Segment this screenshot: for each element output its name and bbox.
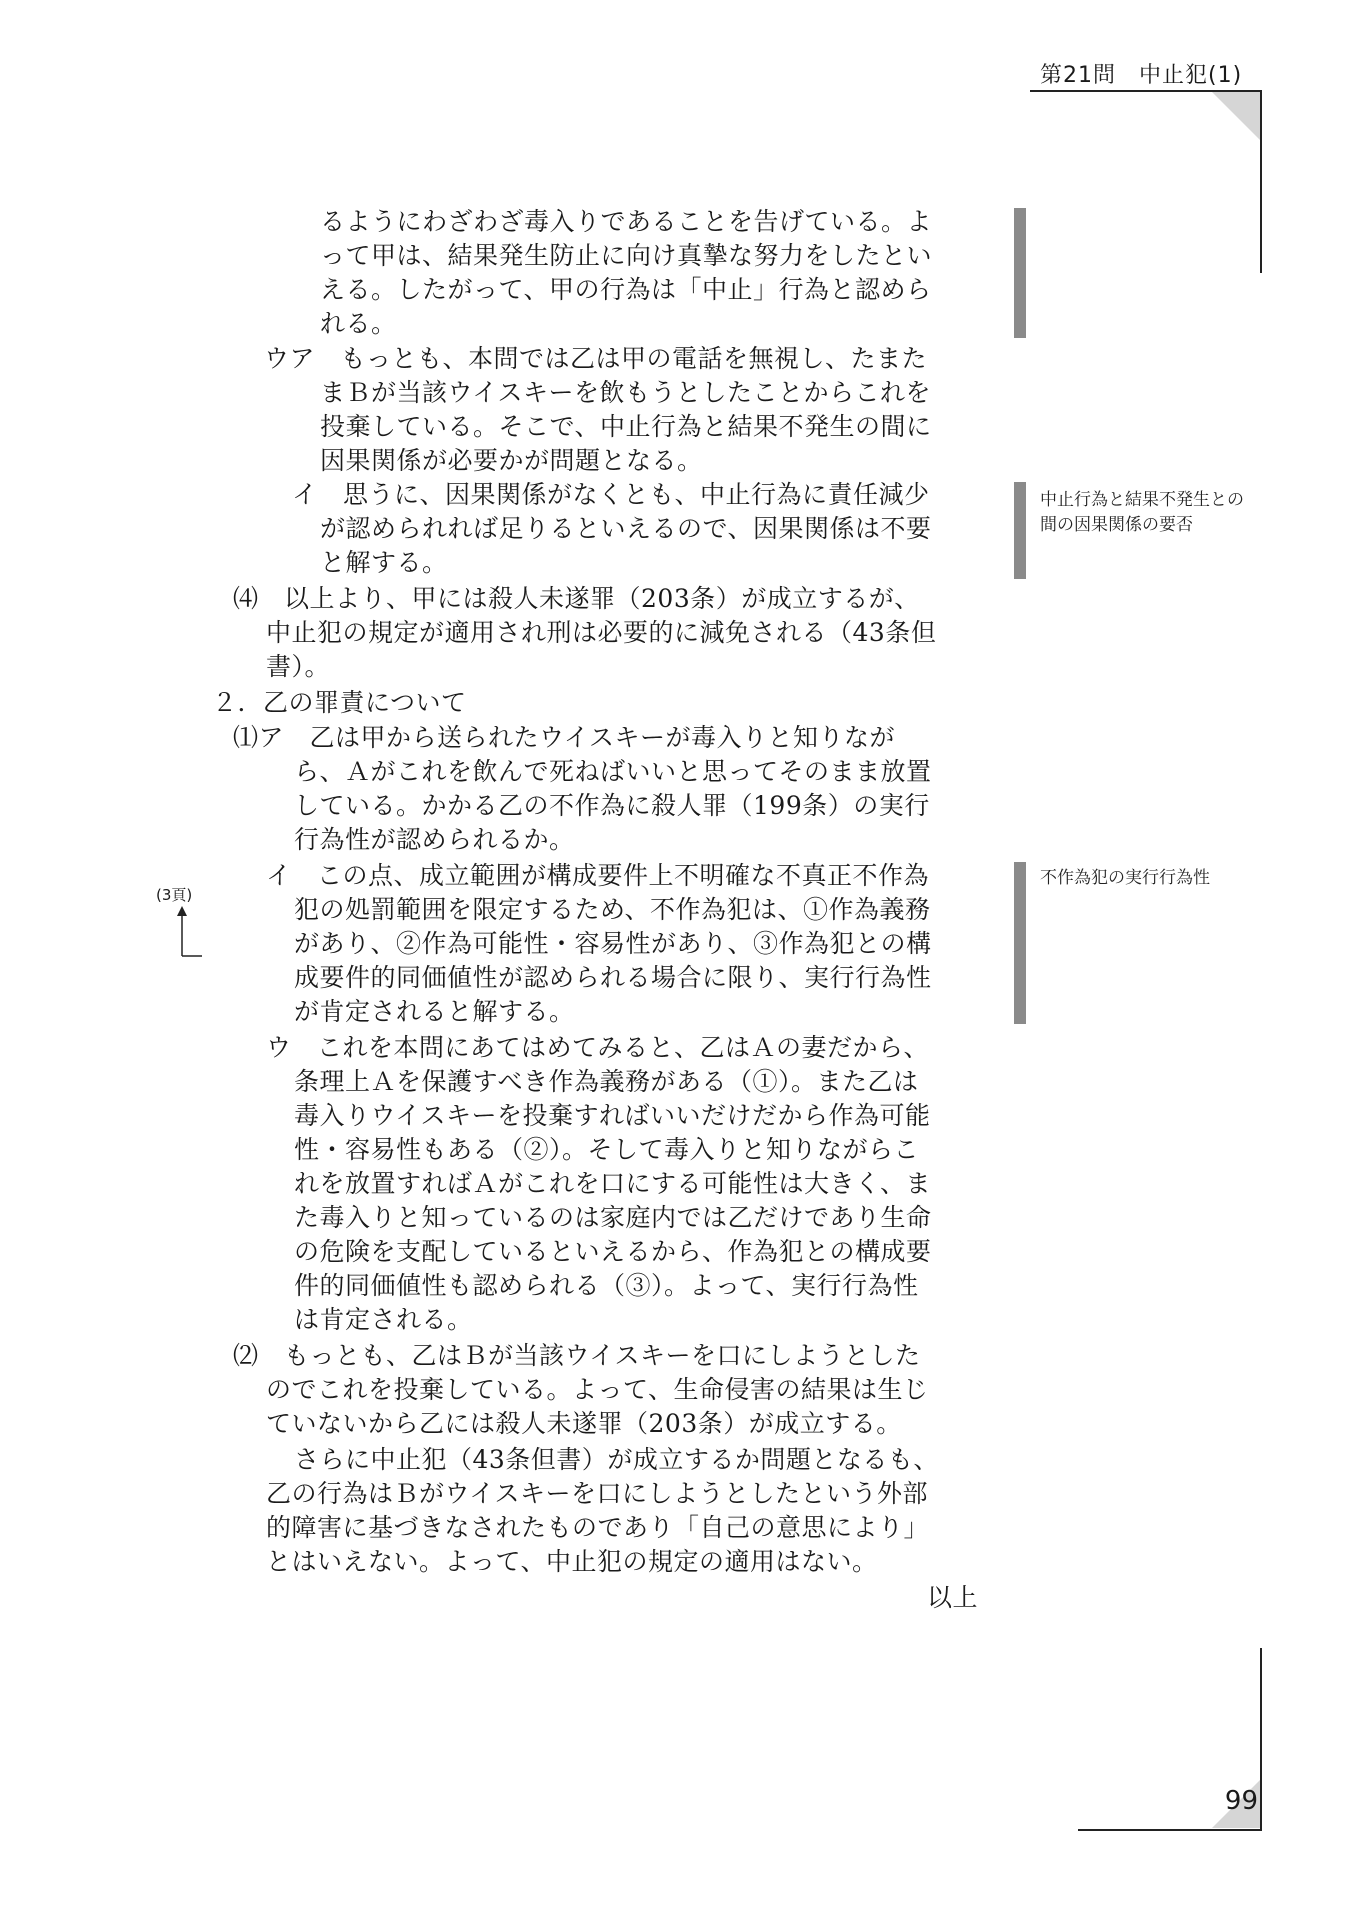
text-line: える。したがって、甲の行為は「中止」行為と認めら: [320, 275, 932, 304]
right-border-top: [1260, 90, 1262, 273]
page-number: 99: [1224, 1786, 1258, 1816]
text-line: があり、②作為可能性・容易性があり、③作為犯との構: [294, 929, 932, 958]
text-line: 投棄している。そこで、中止行為と結果不発生の間に: [320, 412, 932, 441]
text-line: 犯の処罰範囲を限定するため、不作為犯は、①作為義務: [294, 895, 931, 924]
text-line: ウア もっとも、本問では乙は甲の電話を無視し、たまた: [264, 344, 928, 373]
text-line: 的障害に基づきなされたものであり「自己の意思により」: [266, 1513, 930, 1542]
margin-note: 不作為犯の実行行為性: [1040, 868, 1210, 888]
text-line: のでこれを投棄している。よって、生命侵害の結果は生じ: [266, 1375, 929, 1404]
text-line: が肯定されると解する。: [294, 997, 575, 1026]
text-line: 成要件的同価値性が認められる場合に限り、実行行為性: [294, 963, 932, 992]
margin-bar: [1014, 862, 1026, 1024]
text-line: ら、Ａがこれを飲んで死ねばいいと思ってそのまま放置: [294, 757, 932, 786]
text-line: ⑴ア 乙は甲から送られたウイスキーが毒入りと知りなが: [233, 723, 896, 752]
margin-bar: [1014, 208, 1026, 338]
text-line: 件的同価値性も認められる（③）。よって、実行行為性: [294, 1271, 919, 1300]
text-line: 書）。: [266, 652, 331, 681]
text-line: している。かかる乙の不作為に殺人罪（199条）の実行: [294, 791, 930, 820]
text-line: は肯定される。: [294, 1305, 473, 1334]
reference-arrow-icon: [176, 906, 206, 962]
text-line: れる。: [320, 309, 397, 338]
closing-mark: 以上: [926, 1583, 978, 1612]
text-line: ⑵ もっとも、乙はＢが当該ウイスキーを口にしようとした: [233, 1341, 921, 1370]
margin-bar: [1014, 482, 1026, 579]
text-line: イ 思うに、因果関係がなくとも、中止行為に責任減少: [292, 480, 930, 509]
text-line: 因果関係が必要かが問題となる。: [320, 446, 703, 475]
text-line: ⑷ 以上より、甲には殺人未遂罪（203条）が成立するが、: [233, 584, 920, 613]
text-line: が認められれば足りるといえるので、因果関係は不要: [320, 514, 932, 543]
section-heading: ２．乙の罪責について: [212, 688, 467, 717]
corner-triangle-top: [1212, 92, 1260, 140]
right-border-bottom: [1260, 1648, 1262, 1831]
text-line: ウ これを本問にあてはめてみると、乙はＡの妻だから、: [266, 1033, 930, 1062]
text-line: の危険を支配しているといえるから、作為犯との構成要: [294, 1237, 932, 1266]
page-header-title: 第21問 中止犯(1): [1040, 63, 1243, 88]
text-line: って甲は、結果発生防止に向け真摯な努力をしたとい: [320, 241, 933, 270]
text-line: とはいえない。よって、中止犯の規定の適用はない。: [266, 1547, 878, 1576]
text-line: れを放置すればＡがこれを口にする可能性は大きく、ま: [294, 1169, 932, 1198]
page-reference-label: (3頁): [156, 886, 193, 904]
text-line: 乙の行為はＢがウイスキーを口にしようとしたという外部: [266, 1479, 929, 1508]
text-line: まＢが当該ウイスキーを飲もうとしたことからこれを: [320, 378, 932, 407]
footer-rule: [1078, 1829, 1262, 1831]
text-line: 中止犯の規定が適用され刑は必要的に減免される（43条但: [266, 618, 937, 647]
text-line: さらに中止犯（43条但書）が成立するか問題となるも、: [294, 1445, 939, 1474]
text-line: イ この点、成立範囲が構成要件上不明確な不真正不作為: [266, 861, 930, 890]
text-line: 条理上Ａを保護すべき作為義務がある（①）。また乙は: [294, 1067, 919, 1096]
text-line: ていないから乙には殺人未遂罪（203条）が成立する。: [266, 1409, 902, 1438]
text-line: た毒入りと知っているのは家庭内では乙だけであり生命: [294, 1203, 932, 1232]
text-line: と解する。: [320, 548, 448, 577]
text-line: 毒入りウイスキーを投棄すればいいだけだから作為可能: [294, 1101, 931, 1130]
text-line: 行為性が認められるか。: [294, 825, 575, 854]
text-line: るようにわざわざ毒入りであることを告げている。よ: [320, 207, 933, 236]
margin-note: 中止行為と結果不発生との間の因果関係の要否: [1040, 490, 1244, 535]
text-line: 性・容易性もある（②）。そして毒入りと知りながらこ: [294, 1135, 920, 1164]
